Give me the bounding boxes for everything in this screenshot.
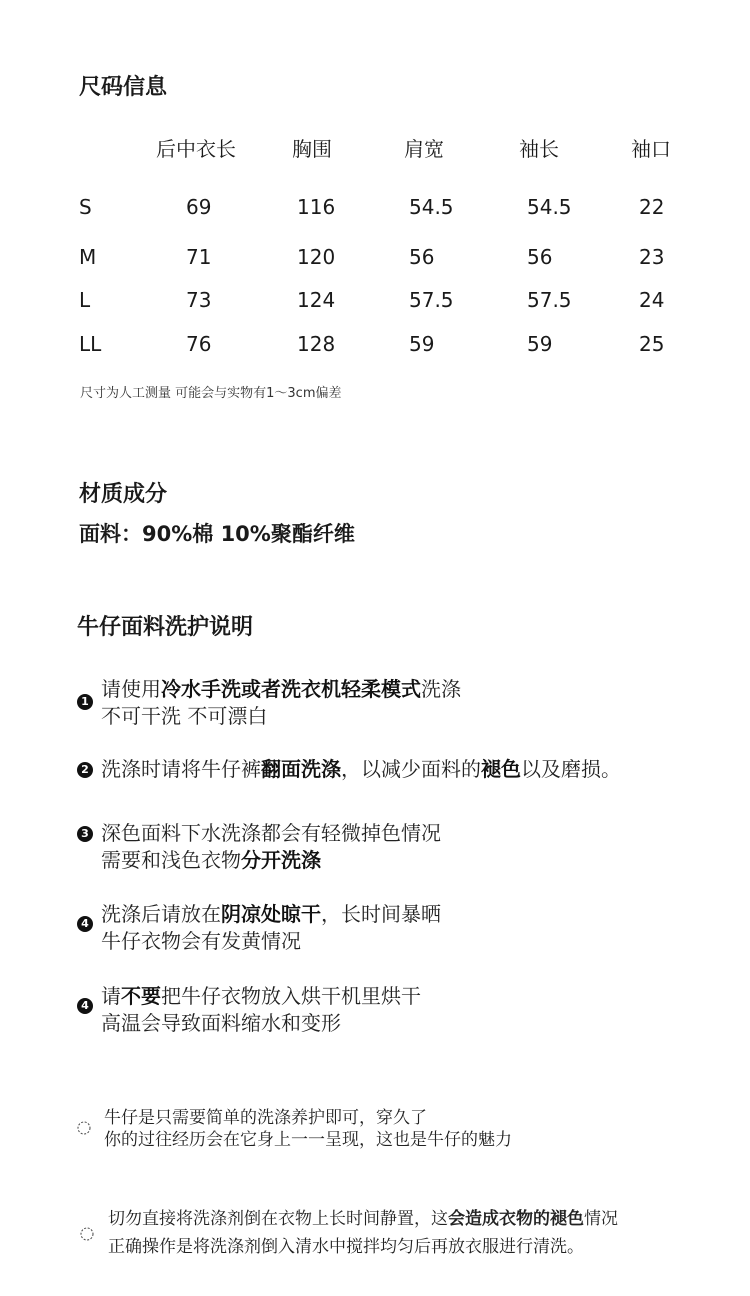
number-badge-icon: 1 bbox=[77, 694, 93, 710]
column-header-cuff: 袖口 bbox=[631, 137, 671, 161]
tip-line: 正确操作是将洗涤剂倒入清水中搅拌均匀后再放衣服进行清洗。 bbox=[108, 1237, 584, 1257]
dashed-circle-icon bbox=[80, 1227, 94, 1241]
care-item-line: 请不要把牛仔衣物放入烘干机里烘干 bbox=[101, 984, 421, 1008]
size-label: LL bbox=[79, 332, 102, 356]
care-section-title: 牛仔面料洗护说明 bbox=[77, 615, 254, 640]
size-label: M bbox=[79, 245, 97, 269]
table-cell: 57.5 bbox=[527, 288, 572, 312]
table-cell: 71 bbox=[186, 245, 212, 269]
tip-line: 切勿直接将洗涤剂倒在衣物上长时间静置，这会造成衣物的褪色情况 bbox=[108, 1209, 618, 1229]
table-cell: 23 bbox=[639, 245, 665, 269]
table-cell: 120 bbox=[297, 245, 336, 269]
dashed-circle-icon bbox=[77, 1121, 91, 1135]
table-cell: 128 bbox=[297, 332, 336, 356]
care-item-line: 深色面料下水洗涤都会有轻微掉色情况 bbox=[101, 821, 441, 845]
table-cell: 59 bbox=[527, 332, 553, 356]
number-badge-icon: 4 bbox=[77, 998, 93, 1014]
column-header-length: 后中衣长 bbox=[156, 137, 236, 161]
size-label: S bbox=[79, 195, 92, 219]
care-item-line: 请使用冷水手洗或者洗衣机轻柔模式洗涤 bbox=[101, 677, 461, 701]
number-badge-icon: 2 bbox=[77, 762, 93, 778]
number-badge-icon: 4 bbox=[77, 916, 93, 932]
care-item-line: 需要和浅色衣物分开洗涤 bbox=[101, 848, 321, 872]
table-cell: 25 bbox=[639, 332, 665, 356]
table-cell: 22 bbox=[639, 195, 665, 219]
column-header-shoulder: 肩宽 bbox=[404, 137, 444, 161]
number-badge-icon: 3 bbox=[77, 826, 93, 842]
care-item-line: 洗涤后请放在阴凉处晾干，长时间暴晒 bbox=[101, 902, 441, 926]
care-item-line: 高温会导致面料缩水和变形 bbox=[101, 1011, 341, 1035]
care-item-line: 洗涤时请将牛仔裤翻面洗涤，以减少面料的褪色以及磨损。 bbox=[101, 757, 621, 781]
tip-line: 牛仔是只需要简单的洗涤养护即可，穿久了 bbox=[104, 1108, 427, 1128]
care-item-line: 不可干洗 不可漂白 bbox=[101, 704, 268, 728]
measurement-note: 尺寸为人工测量 可能会与实物有1～3cm偏差 bbox=[80, 386, 342, 401]
size-section-title: 尺码信息 bbox=[79, 75, 168, 100]
care-item-line: 牛仔衣物会有发黄情况 bbox=[101, 929, 301, 953]
table-cell: 124 bbox=[297, 288, 336, 312]
table-cell: 73 bbox=[186, 288, 212, 312]
column-header-sleeve-length: 袖长 bbox=[519, 137, 559, 161]
tip-line: 你的过往经历会在它身上一一呈现，这也是牛仔的魅力 bbox=[104, 1130, 512, 1150]
table-cell: 56 bbox=[409, 245, 435, 269]
table-cell: 59 bbox=[409, 332, 435, 356]
table-cell: 76 bbox=[186, 332, 212, 356]
table-cell: 69 bbox=[186, 195, 212, 219]
table-cell: 24 bbox=[639, 288, 665, 312]
column-header-chest: 胸围 bbox=[292, 137, 332, 161]
table-cell: 54.5 bbox=[527, 195, 572, 219]
table-cell: 57.5 bbox=[409, 288, 454, 312]
table-cell: 56 bbox=[527, 245, 553, 269]
table-cell: 54.5 bbox=[409, 195, 454, 219]
material-composition: 面料：90%棉 10%聚酯纤维 bbox=[79, 522, 355, 546]
size-label: L bbox=[79, 288, 91, 312]
table-cell: 116 bbox=[297, 195, 336, 219]
material-section-title: 材质成分 bbox=[79, 482, 168, 507]
